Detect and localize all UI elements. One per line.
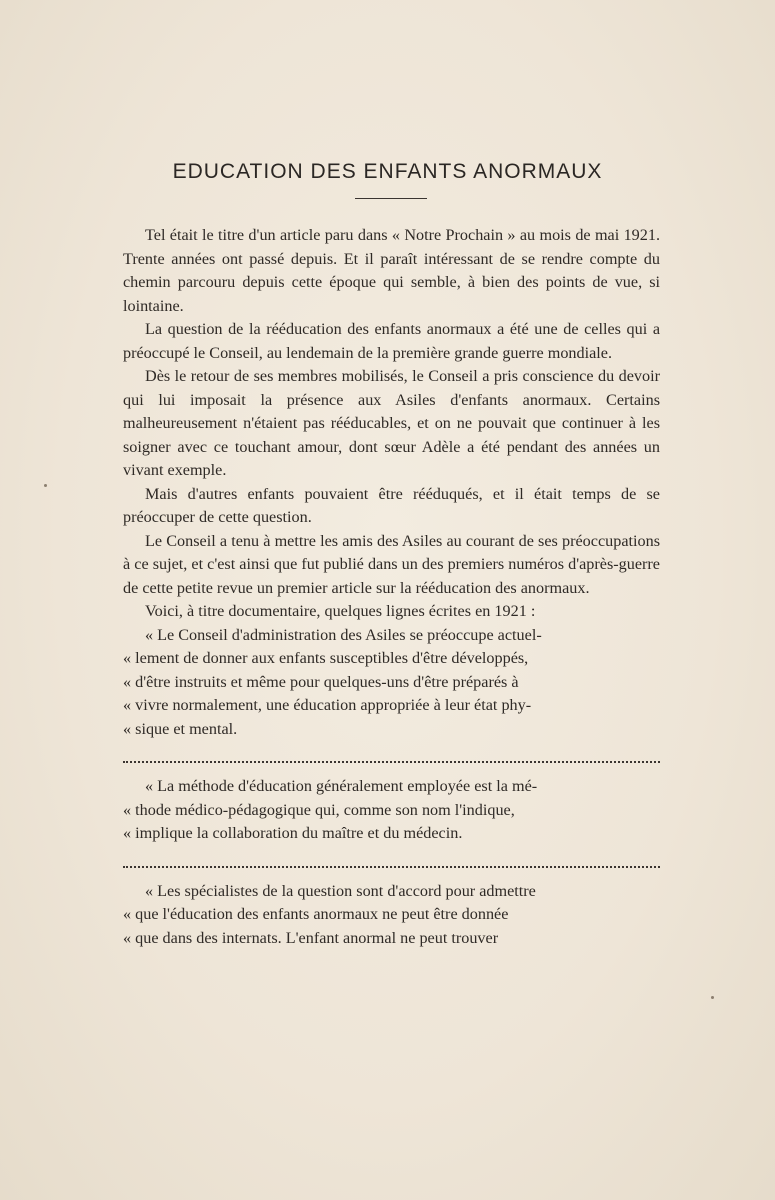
quote-line: « d'être instruits et même pour quelques-uns d'être préparés à — [123, 672, 519, 691]
quote-block — [123, 880, 660, 951]
paragraph: Mais d'autres enfants pouvaient être rééduqués, et il était temps de se préoccuper de cette question. — [123, 484, 660, 526]
ellipsis-divider — [123, 743, 660, 763]
quote-line: « vivre normalement, une éducation appropriée à leur état phy- — [123, 696, 532, 714]
paper-speck — [711, 996, 714, 999]
page-title: EDUCATION DES ENFANTS ANORMAUX — [172, 160, 603, 183]
quote-line: « sique et mental. — [123, 719, 238, 738]
quote-line: « lement de donner aux enfants susceptibles d'être développés, — [123, 649, 529, 667]
quote-line: « implique la collaboration du maître et du médecin. — [123, 824, 463, 842]
paper-speck — [44, 484, 47, 487]
paragraph: Voici, à titre documentaire, quelques lignes écrites en 1921 : — [145, 602, 536, 620]
quote-block — [123, 624, 660, 742]
title-rule — [355, 198, 427, 199]
quote-line: « La méthode d'éducation généralement employée est la mé- — [145, 777, 538, 795]
paragraph: La question de la rééducation des enfants anormaux a été une de celles qui a préoccupé le Conseil, au lendemain de la première grande guerre mondiale. — [123, 320, 660, 362]
quote-line: « Le Conseil d'administration des Asiles se préoccupe actuel- — [145, 625, 542, 644]
quote-line: « que l'éducation des enfants anormaux ne peut être donnée — [123, 905, 509, 923]
quote-line: « Les spécialistes de la question sont d'accord pour admettre — [145, 881, 536, 900]
quote-line: « thode médico-pédagogique qui, comme son nom l'indique, — [123, 800, 515, 819]
ellipsis-divider — [123, 848, 660, 868]
quote-block — [123, 775, 660, 846]
quote-line: « que dans des internats. L'enfant anormal ne peut trouver — [123, 928, 499, 947]
paragraph: Le Conseil a tenu à mettre les amis des Asiles au courant de ses préoccupations à ce sujet, et c'est ainsi que fut publié dans un des premiers numéros d'après-guerre de cette petite revue un premier article sur la rééducation des anormaux. — [123, 531, 660, 597]
paragraph: Dès le retour de ses membres mobilisés, le Conseil a pris conscience du devoir qui lui imposait la présence aux Asiles d'enfants anormaux. Certains malheureusement n'étaient pas rééducables, et on ne pouvait que continuer à les soigner avec ce touchant amour, dont sœur Adèle a été pendant des années un vivant exemple. — [123, 367, 660, 479]
paragraph: Tel était le titre d'un article paru dans « Notre Prochain » au mois de mai 1921. Trente années ont passé depuis. Et il paraît intéressant de se rendre compte du chemin parcouru depuis cette époque qui semble, à bien des points de vue, si lointaine. — [123, 226, 660, 315]
article-body — [123, 224, 660, 950]
